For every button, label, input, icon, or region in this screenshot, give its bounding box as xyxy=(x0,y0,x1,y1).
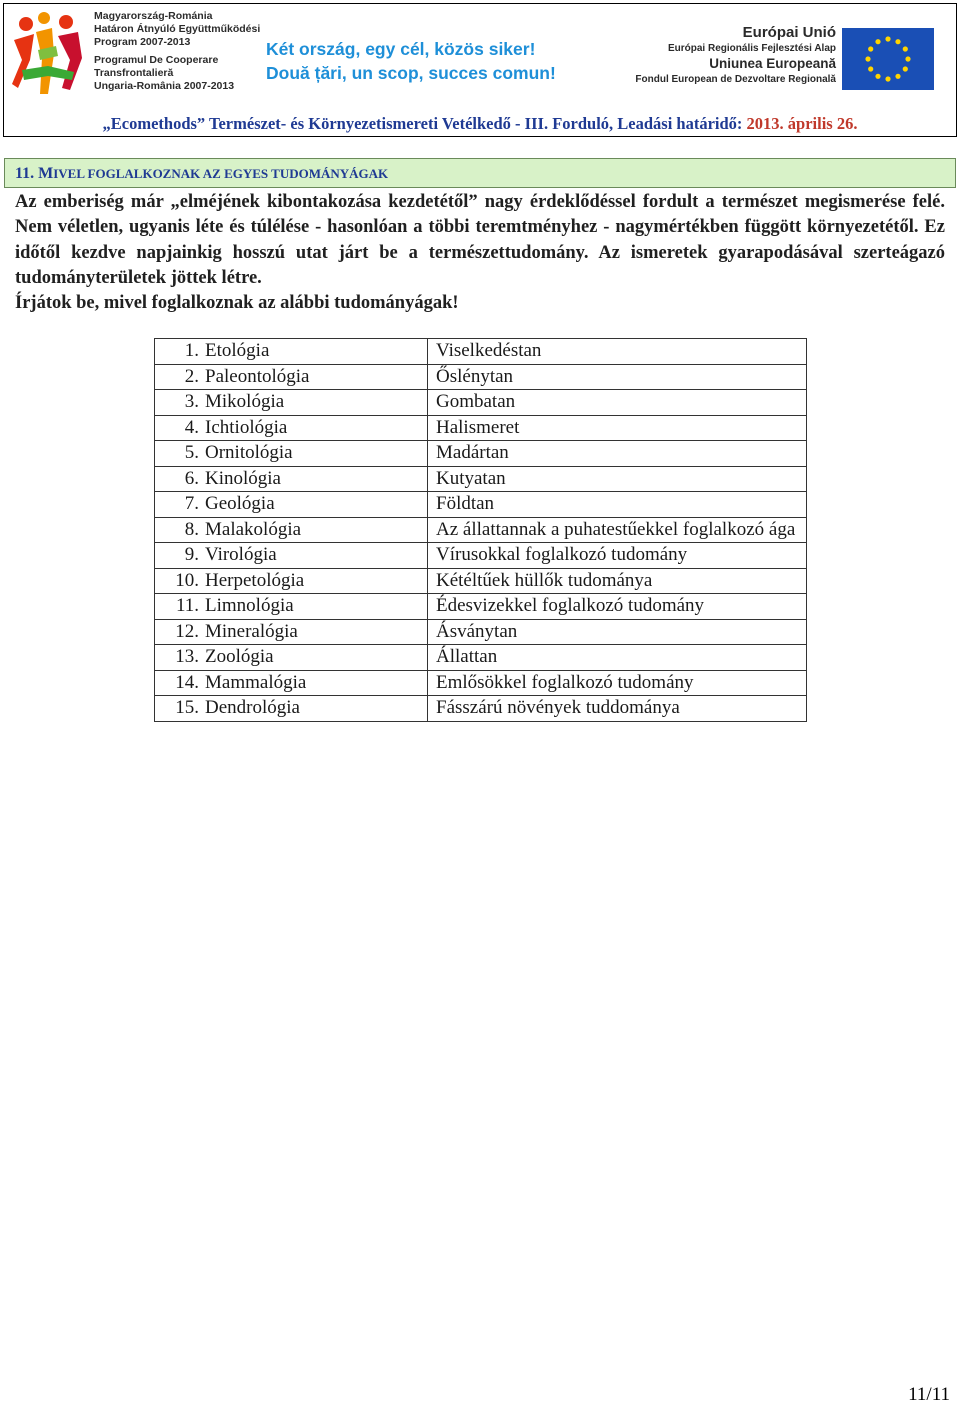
table-row xyxy=(155,619,807,645)
intro-paragraph: Az emberiség már „elméjének kibontakozása kezdetétől” nagy érdeklődéssel fordult a természet megismerése felé. Nem véletlen, ugyanis léte és túlélése - hasonlóan a többi teremtményhez - nagymértékben függött környezetétől. Ez időtől kezdve napjainkig hosszú utat járt be a természettudomány. Az ismeretek gyarapodásával szerteágazó tudományterületek jöttek létre. xyxy=(15,192,945,288)
table-row xyxy=(155,339,807,365)
answer-cell: Állattan xyxy=(428,645,807,671)
table-row xyxy=(155,415,807,441)
row-number: 11. xyxy=(175,595,199,616)
science-name: Geológia xyxy=(205,493,275,514)
science-cell xyxy=(155,466,428,492)
row-number: 5. xyxy=(184,442,199,463)
competition-title xyxy=(4,114,956,134)
row-number: 7. xyxy=(184,493,199,514)
table-row xyxy=(155,441,807,467)
row-number: 6. xyxy=(184,467,199,489)
program-line-2: Határon Átnyúló Együttműködési xyxy=(94,22,261,35)
eu-funding-text xyxy=(600,24,836,86)
section-title-rest: IVEL FOGLALKOZNAK AZ EGYES TUDOMÁNYÁGAK xyxy=(53,166,389,181)
answer-cell: Kutyatan xyxy=(428,466,807,492)
science-cell xyxy=(155,619,428,645)
page-header xyxy=(3,3,957,137)
table-row xyxy=(155,696,807,722)
science-name: Ornitológia xyxy=(205,442,293,463)
section-number: 11. xyxy=(15,165,39,182)
answer-cell: Ásványtan xyxy=(428,619,807,645)
sciences-table xyxy=(154,338,807,722)
program-line-1: Magyarország-Románia xyxy=(94,10,213,22)
row-number: 4. xyxy=(184,416,199,438)
science-name: Mikológia xyxy=(205,391,285,412)
science-cell xyxy=(155,492,428,518)
section-heading xyxy=(4,158,956,188)
program-line-6: Ungaria-România 2007-2013 xyxy=(94,79,235,92)
science-name: Herpetológia xyxy=(205,569,305,591)
slogan-ro: Două țări, un scop, succes comun! xyxy=(266,63,556,83)
science-name: Etológia xyxy=(205,340,270,361)
answer-cell: Vírusokkal foglalkozó tudomány xyxy=(428,543,807,569)
row-number: 15. xyxy=(175,697,199,718)
science-cell xyxy=(155,645,428,671)
row-number: 2. xyxy=(184,365,199,387)
science-cell xyxy=(155,517,428,543)
hu-ro-program-logo-icon xyxy=(8,10,88,100)
science-name: Kinológia xyxy=(205,467,281,489)
science-name: Mineralógia xyxy=(205,620,298,642)
program-line-5: Transfrontalieră xyxy=(94,67,174,80)
answer-cell: Gombatan xyxy=(428,390,807,416)
table-row xyxy=(155,517,807,543)
table-row xyxy=(155,568,807,594)
row-number: 12. xyxy=(175,620,199,642)
table-row xyxy=(155,543,807,569)
science-cell xyxy=(155,594,428,620)
science-cell xyxy=(155,364,428,390)
science-name: Paleontológia xyxy=(205,365,310,387)
answer-cell: Kétéltűek hüllők tudománya xyxy=(428,568,807,594)
table-row xyxy=(155,492,807,518)
science-cell xyxy=(155,670,428,696)
slogan xyxy=(266,37,586,85)
science-cell xyxy=(155,568,428,594)
row-number: 1. xyxy=(184,340,199,361)
table-row xyxy=(155,364,807,390)
table-row xyxy=(155,594,807,620)
science-name: Dendrológia xyxy=(205,697,300,718)
answer-cell: Viselkedéstan xyxy=(428,339,807,365)
eu-line-3: Uniunea Europeană xyxy=(709,56,836,71)
science-cell xyxy=(155,543,428,569)
answer-cell: Édesvizekkel foglalkozó tudomány xyxy=(428,594,807,620)
program-line-4: Programul De Cooperare xyxy=(94,54,219,67)
science-name: Malakológia xyxy=(205,518,302,540)
slogan-hu: Két ország, egy cél, közös siker! xyxy=(266,39,536,59)
eu-flag-icon xyxy=(842,28,934,90)
answer-cell: Madártan xyxy=(428,441,807,467)
row-number: 3. xyxy=(184,391,199,412)
science-name: Ichtiológia xyxy=(205,416,288,438)
science-cell xyxy=(155,415,428,441)
program-name-block xyxy=(94,10,264,104)
row-number: 10. xyxy=(175,569,199,591)
row-number: 13. xyxy=(175,646,199,667)
science-cell xyxy=(155,696,428,722)
page-number: 11/11 xyxy=(908,1384,950,1405)
row-number: 9. xyxy=(184,544,199,565)
row-number: 14. xyxy=(175,671,199,693)
program-line-3: Program 2007-2013 xyxy=(94,35,191,48)
row-number: 8. xyxy=(184,518,199,540)
title-main: „Ecomethods” Természet- és Környezetismereti Vetélkedő - III. Forduló, Leadási határidő: xyxy=(102,114,747,133)
deadline-date: 2013. április 26. xyxy=(746,114,858,133)
answer-cell: Földtan xyxy=(428,492,807,518)
table-row xyxy=(155,466,807,492)
eu-line-4: Fondul European de Dezvoltare Regională xyxy=(635,74,836,85)
eu-line-2: Európai Regionális Fejlesztési Alap xyxy=(667,43,836,54)
answer-cell: Halismeret xyxy=(428,415,807,441)
table-row xyxy=(155,390,807,416)
science-cell xyxy=(155,339,428,365)
eu-line-1: Európai Unió xyxy=(742,24,836,41)
table-row xyxy=(155,645,807,671)
table-row xyxy=(155,670,807,696)
science-name: Mammalógia xyxy=(205,671,307,693)
science-name: Limnológia xyxy=(205,595,294,616)
task-instruction: Írjátok be, mivel foglalkoznak az alábbi tudományágak! xyxy=(15,293,459,313)
science-name: Virológia xyxy=(205,544,277,565)
answer-cell: Fásszárú növények tuddománya xyxy=(428,696,807,722)
answer-cell: Emlősökkel foglalkozó tudomány xyxy=(428,670,807,696)
science-name: Zoológia xyxy=(205,646,274,667)
science-cell xyxy=(155,441,428,467)
sciences-table-wrap xyxy=(154,338,806,722)
answer-cell: Az állattannak a puhatestűekkel foglalkozó ága xyxy=(428,517,807,543)
section-title-initial: M xyxy=(38,165,54,182)
science-cell xyxy=(155,390,428,416)
answer-cell: Őslénytan xyxy=(428,364,807,390)
